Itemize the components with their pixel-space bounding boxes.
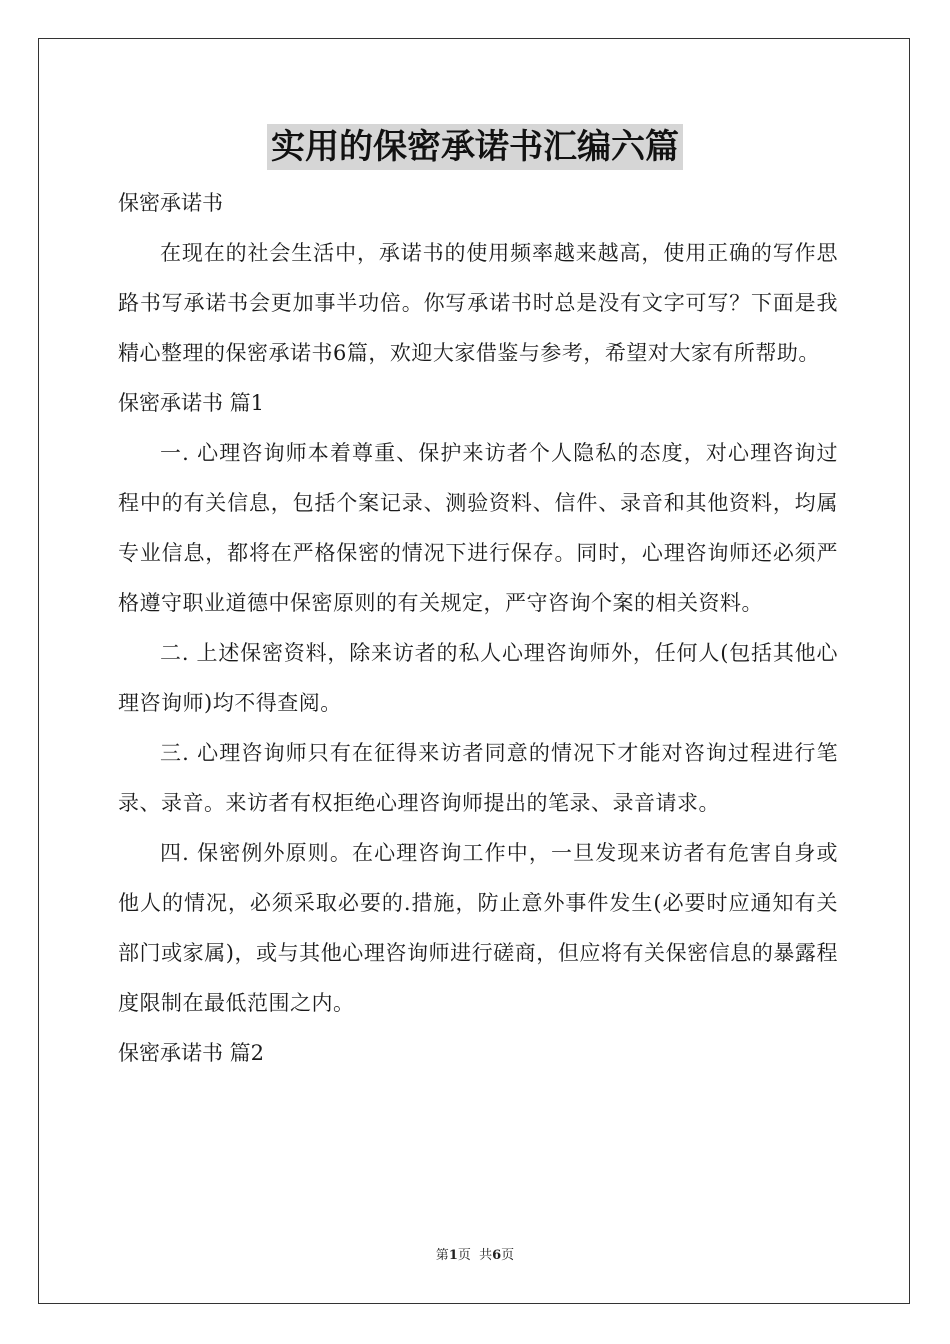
footer-mid: 页 共 <box>457 1248 493 1263</box>
section-heading: 保密承诺书 篇1 <box>118 391 265 415</box>
footer-page-number: 1 <box>448 1248 458 1263</box>
footer-suffix: 页 <box>501 1248 515 1263</box>
title-wrapper <box>0 124 950 170</box>
clause-paragraph: 四. 保密例外原则。在心理咨询工作中，一旦发现来访者有危害自身或他人的情况，必须采取必要的.措施，防止意外事件发生(必要时应通知有关部门或家属)，或与其他心理咨询师进行磋商，但应将有关保密信息的暴露程度限制在最低范围之内。 <box>118 841 838 1015</box>
section-heading: 保密承诺书 <box>118 191 223 215</box>
page-footer <box>0 1246 950 1266</box>
footer-prefix: 第 <box>435 1248 449 1263</box>
section-heading: 保密承诺书 篇2 <box>118 1041 265 1065</box>
clause-paragraph: 二. 上述保密资料，除来访者的私人心理咨询师外，任何人(包括其他心理咨询师)均不得查阅。 <box>118 641 838 715</box>
clause-paragraph: 一. 心理咨询师本着尊重、保护来访者个人隐私的态度，对心理咨询过程中的有关信息，包括个案记录、测验资料、信件、录音和其他资料，均属专业信息，都将在严格保密的情况下进行保存。同时，心理咨询师还必须严格遵守职业道德中保密原则的有关规定，严守咨询个案的相关资料。 <box>118 441 838 615</box>
intro-paragraph: 在现在的社会生活中，承诺书的使用频率越来越高，使用正确的写作思路书写承诺书会更加事半功倍。你写承诺书时总是没有文字可写？下面是我精心整理的保密承诺书6篇，欢迎大家借鉴与参考，希望对大家有所帮助。 <box>118 241 838 365</box>
document-body <box>118 178 838 1078</box>
clause-paragraph: 三. 心理咨询师只有在征得来访者同意的情况下才能对咨询过程进行笔录、录音。来访者有权拒绝心理咨询师提出的笔录、录音请求。 <box>118 741 838 815</box>
document-title: 实用的保密承诺书汇编六篇 <box>267 124 683 170</box>
footer-total-pages: 6 <box>492 1248 502 1263</box>
